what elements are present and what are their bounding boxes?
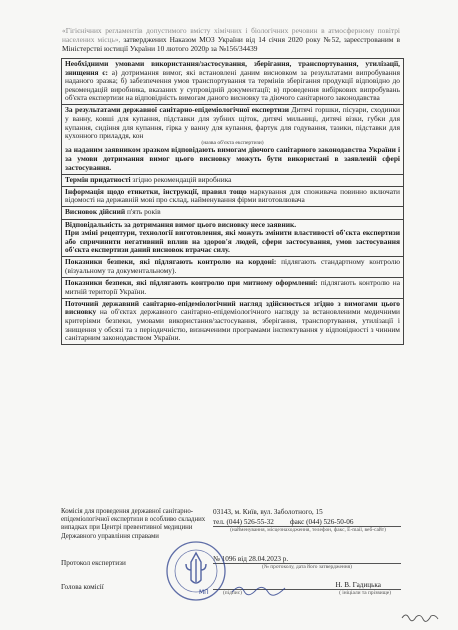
ongoing-supervision-section — [62, 299, 403, 345]
recipe-change-text: При зміні рецептури, технології виготовлення, які можуть змінити властивості об'єкта експертизи або спричинити негативний вплив на здоров'я людей, сфери застосування, умов застосування об'єкта експертизи даний висновок втрачає силу. — [65, 228, 400, 255]
responsibility-text: Відповідальність за дотримання вимог цього висновку несе заявник. — [65, 219, 297, 229]
head-name: Н. В. Гадицька — [335, 581, 381, 589]
official-stamp-icon — [165, 540, 227, 602]
ongoing-supervision-label: Поточний державний санітарно-епідеміологічний нагляд здійснюється згідно з вимогами цього висновку — [65, 298, 400, 317]
results-section — [62, 105, 403, 174]
protocol-number: № 1096 від 28.04.2023 р. — [213, 555, 289, 563]
commission-address: 03143, м. Київ, вул. Заболотного, 15 — [213, 508, 323, 516]
protocol-label: Протокол експертизи — [61, 559, 126, 567]
labeling-text: маркування для споживача повинно включати відомості на державній мові про склад, найменування фірми виготовлювача — [65, 186, 400, 205]
shelf-life-section — [62, 175, 403, 187]
signature-icon — [230, 582, 290, 596]
stamp-caption: МП — [199, 589, 209, 596]
initials-caption: ( ініціали та прізвище) — [339, 590, 391, 596]
customs-control-section — [62, 278, 403, 299]
ongoing-supervision-text: на об'єктах державного санітарно-епідеміологічного нагляду за встановленими медичними критеріями безпеки, умовами використання/застосування, зберігання, транспортування, утилізації і знищення у обсязі та з періодичністю, визначеними програмами інспектування у відповідності з чинним санітарним законодавством України. — [65, 307, 400, 343]
results-heading: За результатами державної санітарно-епідеміологічної експертизи — [65, 105, 290, 115]
validity-section — [62, 207, 403, 219]
border-control-label: Показники безпеки, які підлягають контролю на кордоні: — [65, 257, 277, 267]
regulation-approval: затверджених Наказом МОЗ України від 14 січня 2020 року №52, зареєстрованим в Міністерстві юстиції України 10 лютого 2020р за №156/34439 — [62, 34, 400, 53]
commission-contacts — [213, 508, 403, 533]
shelf-life-label: Термін придатності — [65, 174, 131, 184]
conditions-heading: Необхідними умовами використання/застосування, зберігання, транспортування, утилізації, знищення є: — [65, 59, 400, 77]
border-control-section — [62, 257, 403, 278]
handwritten-mark-icon — [400, 610, 440, 624]
protocol-block — [213, 555, 401, 570]
commission-phone: тел. (044) 526-55-32 факс (044) 526-50-06 — [213, 517, 354, 526]
shelf-life-value: згідно рекомендацій виробника — [130, 174, 232, 184]
commission-name: Комісія для проведення державної санітарно-епідеміологічної експертизи в особливо складних випадках при Центрі превентивної медицини Державного управління справами — [61, 508, 206, 540]
customs-control-label: Показники безпеки, які підлягають контролю при митному оформленні: — [65, 278, 318, 288]
conditions-text: а) дотримання вимог, які встановлені даним висновком за результатами випробування наданого зразка; б) забезпечення умов транспортування та термінів зберігання продукції відповідно до рекомендацій виробника, вказаних у супровідній документації; в) проведення вибіркових випробувань об'єкта експертизи на відповідність вимогам даного висновку та діючого санітарного законодавства — [65, 67, 401, 103]
regulation-title: «Гігієнічних регламентів допустимого вмісту хімічних і біологічних речовин в атмосферному повітрі населених місць», — [62, 26, 400, 44]
head-label: Голова комісії — [61, 583, 104, 591]
results-object-list: Дитячі горшки, пісуари, сходинки у ванну, ковші для купання, підставки для зубних щіток, дитячі мильниці, дитячі візки, губки для купання, сидіння для купання, гірка у ванну для купання, фартук для годування, тазики, підставки для кухонного приладдя, кон — [65, 105, 400, 141]
labeling-section — [62, 187, 403, 208]
contacts-caption: (найменування, місцезнаходження, телефон, факс, E-mail, веб-сайт) — [230, 527, 386, 534]
protocol-caption: (№ протоколу, дата його затвердження) — [262, 564, 352, 570]
conditions-section — [62, 59, 403, 105]
validity-label: Висновок дійсний — [65, 207, 126, 217]
customs-control-text: підлягають контролю на митній території України. — [65, 278, 400, 296]
object-name-caption: (назва об'єкта експертизи) — [201, 139, 264, 146]
labeling-label: Інформація щодо етикетки, інструкції, правил тощо — [65, 186, 247, 196]
border-control-text: підлягають стандартному контролю (візуальному та документальному). — [65, 257, 400, 275]
validity-value: п'ять років — [125, 207, 161, 217]
conclusion-table — [61, 58, 404, 345]
responsibility-section — [62, 220, 403, 258]
signature-caption: (підпис) — [223, 590, 242, 596]
results-verdict: за наданим заявником зразком відповідають вимогам діючого санітарного законодавства України і за умови дотримання вимог цього висновку можуть бути використані в заявленій сфері застосування. — [65, 145, 400, 172]
regulation-reference — [62, 27, 400, 54]
